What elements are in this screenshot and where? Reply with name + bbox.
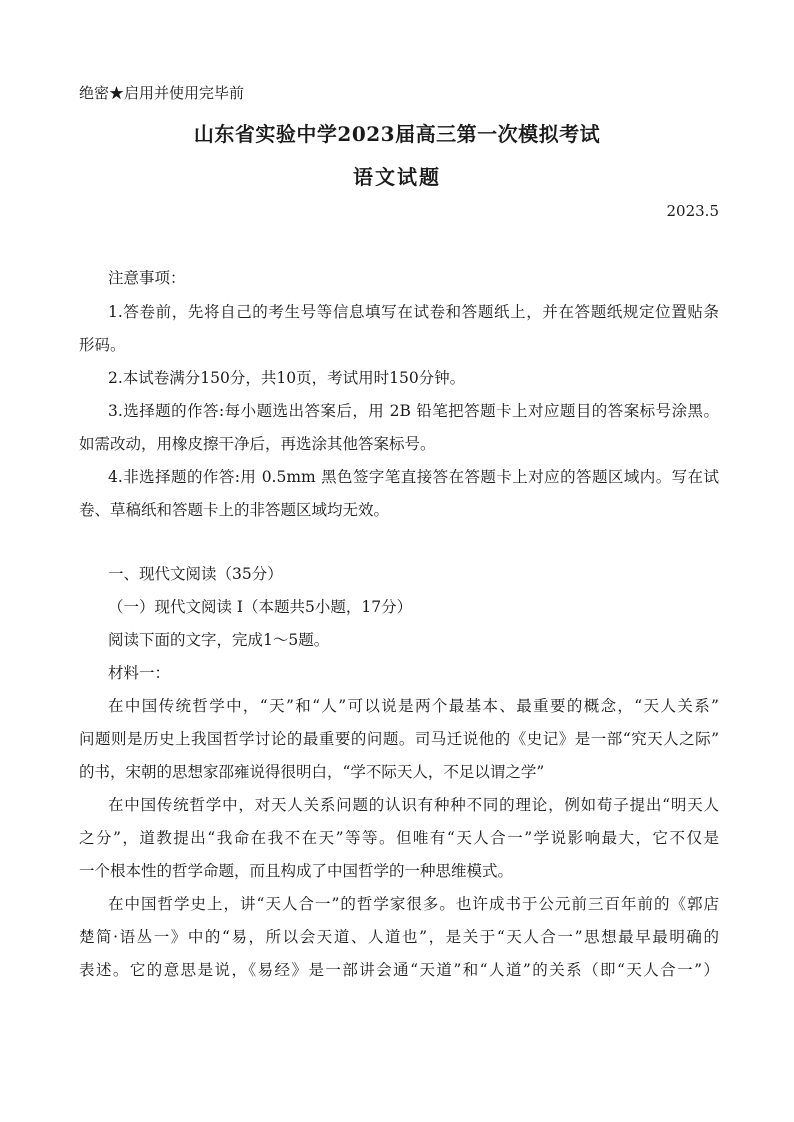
- notes-heading: 注意事项：: [108, 269, 186, 287]
- passage-line: 楚简·语丛一》中的“易，所以会天道、人道也”，是关于“天人合一”思想最早最明确的: [79, 928, 719, 946]
- exam-date: 2023.5: [666, 202, 719, 220]
- note-item-1: 1.答卷前，先将自己的考生号等信息填写在试卷和答题纸上，并在答题纸规定位置贴条: [108, 303, 719, 321]
- passage-line: 在中国传统哲学中，对天人关系问题的认识有种种不同的理论，例如荀子提出“明天人: [108, 796, 719, 814]
- section-heading: 一、现代文阅读（35分）: [108, 565, 283, 583]
- passage-line: 表述。它的意思是说，《易经》是一部讲会通“天道”和“人道”的关系（即“天人合一”）: [79, 961, 719, 979]
- passage-line: 在中国哲学史上，讲“天人合一”的哲学家很多。也许成书于公元前三百年前的《郭店: [108, 895, 719, 913]
- passage-line: 问题则是历史上我国哲学讨论的最重要的问题。司马迁说他的《史记》是一部“究天人之际”: [79, 730, 719, 748]
- note-item-3-cont: 如需改动，用橡皮擦干净后，再选涂其他答案标号。: [79, 435, 436, 453]
- passage-line: 之分”，道教提出“我命在我不在天”等等。但唯有“天人合一”学说影响最大，它不仅是: [79, 829, 719, 847]
- note-item-2: 2.本试卷满分150分，共10页，考试用时150分钟。: [108, 369, 466, 387]
- note-item-3: 3.选择题的作答:每小题选出答案后，用 2B 铅笔把答题卡上对应题目的答案标号涂黑。: [108, 402, 719, 420]
- reading-instruction: 阅读下面的文字，完成1～5题。: [108, 631, 330, 649]
- exam-subtitle: 语文试题: [353, 165, 441, 189]
- exam-title: 山东省实验中学2023届高三第一次模拟考试: [193, 122, 601, 146]
- note-item-4-cont: 卷、草稿纸和答题卡上的非答题区域均无效。: [79, 501, 390, 519]
- passage-line: 一个根本性的哲学命题，而且构成了中国哲学的一种思维模式。: [79, 862, 514, 880]
- passage-line: 的书，宋朝的思想家邵雍说得很明白，“学不际天人，不足以谓之学”: [79, 763, 545, 781]
- note-item-1-cont: 形码。: [79, 336, 126, 354]
- confidential-label: 绝密★启用并使用完毕前: [79, 84, 245, 102]
- note-item-4: 4.非选择题的作答:用 0.5mm 黑色签字笔直接答在答题卡上对应的答题区域内。写在试: [108, 468, 719, 486]
- subsection-heading: （一）现代文阅读 I（本题共5小题，17分）: [108, 598, 413, 616]
- passage-line: 在中国传统哲学中，“天”和“人”可以说是两个最基本、最重要的概念，“天人关系”: [108, 697, 719, 715]
- material-label: 材料一：: [108, 664, 171, 682]
